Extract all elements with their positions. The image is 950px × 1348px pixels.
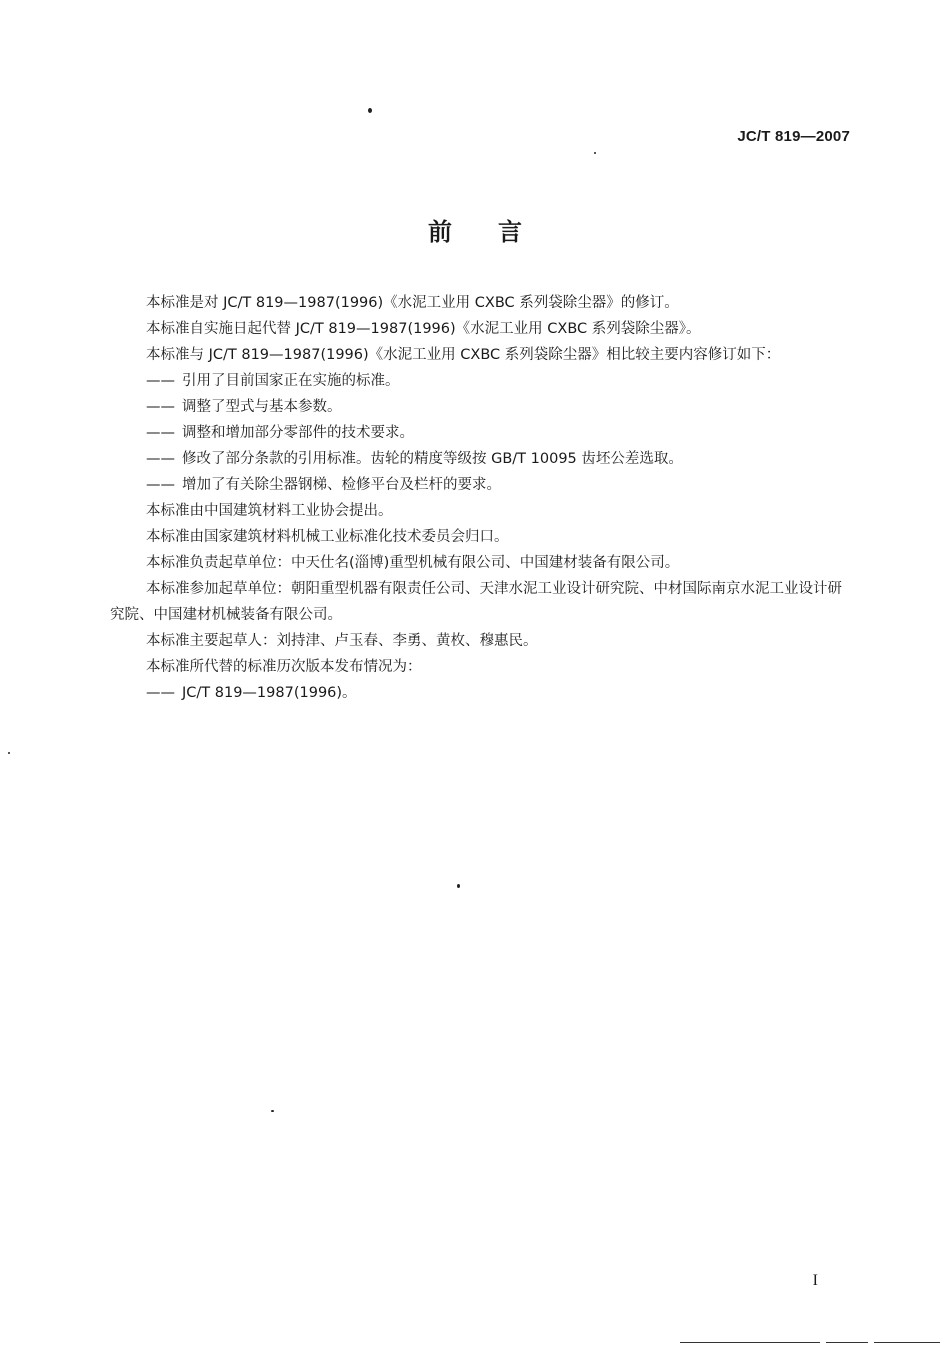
- scan-speck: [594, 152, 596, 154]
- list-item: [110, 446, 850, 472]
- paragraph: 本标准自实施日起代替 JC/T 819—1987(1996)《水泥工业用 CXBC 系列袋除尘器》。: [146, 321, 701, 337]
- paragraph: 本标准由国家建筑材料机械工业标准化技术委员会归口。: [146, 529, 509, 545]
- paragraph: 本标准由中国建筑材料工业协会提出。: [146, 503, 393, 519]
- paragraph: 本标准参加起草单位：朝阳重型机器有限责任公司、天津水泥工业设计研究院、中材国际南京水泥工业设计研究院、中国建材机械装备有限公司。: [110, 581, 842, 623]
- paragraph: 本标准负责起草单位：中天仕名(淄博)重型机械有限公司、中国建材装备有限公司。: [146, 555, 680, 571]
- list-item-text: 调整和增加部分零部件的技术要求。: [182, 425, 414, 441]
- foreword-body: [110, 290, 850, 706]
- scan-speck: [271, 1110, 274, 1112]
- footer-rule: [680, 1342, 820, 1343]
- list-item: [110, 368, 850, 394]
- footer-rule: [826, 1342, 868, 1343]
- standard-code: JC/T 819—2007: [737, 128, 850, 145]
- paragraph: 本标准与 JC/T 819—1987(1996)《水泥工业用 CXBC 系列袋除尘器》相比较主要内容修订如下：: [146, 347, 781, 363]
- footer-rule: [874, 1342, 940, 1343]
- list-item-text: 调整了型式与基本参数。: [182, 399, 342, 415]
- list-item-text: JC/T 819—1987(1996)。: [182, 685, 357, 701]
- dash-mark: ——: [146, 451, 175, 467]
- dash-mark: ——: [146, 477, 175, 493]
- dash-mark: ——: [146, 425, 175, 441]
- dash-mark: ——: [146, 685, 175, 701]
- list-item: [110, 680, 850, 706]
- dash-mark: ——: [146, 399, 175, 415]
- paragraph: 本标准所代替的标准历次版本发布情况为：: [146, 659, 422, 675]
- page-number: I: [812, 1272, 818, 1289]
- scan-speck: [8, 752, 10, 754]
- page-title: 前言: [428, 218, 568, 246]
- paragraph: 本标准是对 JC/T 819—1987(1996)《水泥工业用 CXBC 系列袋除尘器》的修订。: [146, 295, 679, 311]
- list-item: [110, 394, 850, 420]
- list-item: [110, 472, 850, 498]
- paragraph: 本标准主要起草人：刘持津、卢玉春、李勇、黄枚、穆惠民。: [146, 633, 538, 649]
- dash-mark: ——: [146, 373, 175, 389]
- scan-speck: [457, 884, 460, 888]
- list-item: [110, 420, 850, 446]
- scan-speck: [368, 108, 372, 113]
- list-item-text: 增加了有关除尘器钢梯、检修平台及栏杆的要求。: [182, 477, 501, 493]
- list-item-text: 引用了目前国家正在实施的标准。: [182, 373, 400, 389]
- list-item-text: 修改了部分条款的引用标准。齿轮的精度等级按 GB/T 10095 齿坯公差选取。: [182, 451, 683, 467]
